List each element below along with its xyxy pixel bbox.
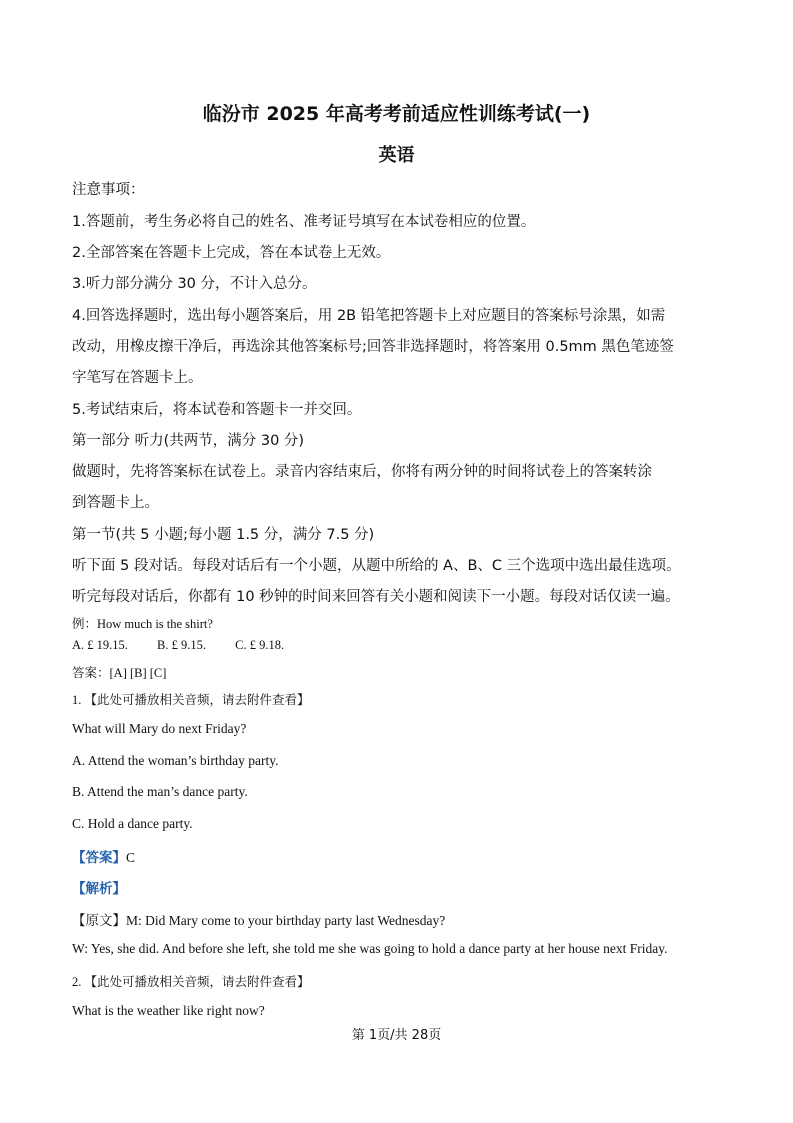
example-option-b: B. £ 9.15. [157,638,206,652]
notice-item-4: 4.回答选择题时，选出每小题答案后，用 2B 铅笔把答题卡上对应题目的答案标号涂黑，如需 [72,308,666,324]
notice-item-2: 2.全部答案在答题卡上完成，答在本试卷上无效。 [72,245,391,261]
q2-question: What is the weather like right now? [72,1003,265,1018]
q1-option-c: C. Hold a dance party. [72,816,193,831]
page-number: 第 1页/共 28页 [351,1028,442,1043]
analysis-tag: 【解析】 [72,881,126,897]
part1-intro-cont: 到答题卡上。 [72,495,159,511]
notice-item-4-cont2: 字笔写在答题卡上。 [72,370,203,386]
subject-title: 英语 [378,145,415,166]
part1-heading: 第一部分 听力(共两节，满分 30 分) [72,433,305,449]
q1-prompt: 1. 【此处可播放相关音频，请去附件查看】 [72,693,310,707]
notice-heading: 注意事项： [72,182,145,198]
transcript-tag: 【原文】 [72,913,126,929]
example-question: 例：How much is the shirt? [72,617,213,631]
exam-title: 临汾市 2025 年高考考前适应性训练考试(一) [202,103,591,125]
notice-item-1: 1.答题前，考生务必将自己的姓名、准考证号填写在本试卷相应的位置。 [72,214,536,230]
example-answer: 答案：[A] [B] [C] [72,666,167,680]
example-option-a: A. £ 19.15. [72,638,128,652]
q1-option-a: A. Attend the woman’s birthday party. [72,753,279,768]
example-options [72,638,732,653]
q1-transcript-w: W: Yes, she did. And before she left, she told me she was going to hold a dance party at her house next Friday. [72,941,668,956]
notice-item-4-cont: 改动，用橡皮擦干净后，再选涂其他答案标号;回答非选择题时，将答案用 0.5mm 黑色笔迹签 [72,339,674,355]
q1-question: What will Mary do next Friday? [72,721,247,736]
notice-item-5: 5.考试结束后，将本试卷和答题卡一并交回。 [72,402,362,418]
section1-intro-cont: 听完每段对话后，你都有 10 秒钟的时间来回答有关小题和阅读下一小题。每段对话仅读一遍。 [72,589,680,605]
q1-answer [72,846,732,866]
notice-item-3: 3.听力部分满分 30 分，不计入总分。 [72,276,317,292]
q1-analysis [72,877,732,897]
answer-tag: 【答案】 [72,850,126,866]
section1-heading: 第一节(共 5 小题;每小题 1.5 分，满分 7.5 分) [72,527,375,543]
section1-intro: 听下面 5 段对话。每段对话后有一个小题，从题中所给的 A、B、C 三个选项中选出最佳选项。 [72,558,681,574]
q1-transcript-m [72,909,732,929]
q1-option-b: B. Attend the man’s dance party. [72,784,248,799]
transcript-m-text: M: Did Mary come to your birthday party last Wednesday? [126,913,446,928]
example-option-c: C. £ 9.18. [235,638,285,652]
answer-value: C [126,850,136,865]
q2-prompt: 2. 【此处可播放相关音频，请去附件查看】 [72,975,310,989]
part1-intro: 做题时，先将答案标在试卷上。录音内容结束后，你将有两分钟的时间将试卷上的答案转涂 [72,464,652,480]
